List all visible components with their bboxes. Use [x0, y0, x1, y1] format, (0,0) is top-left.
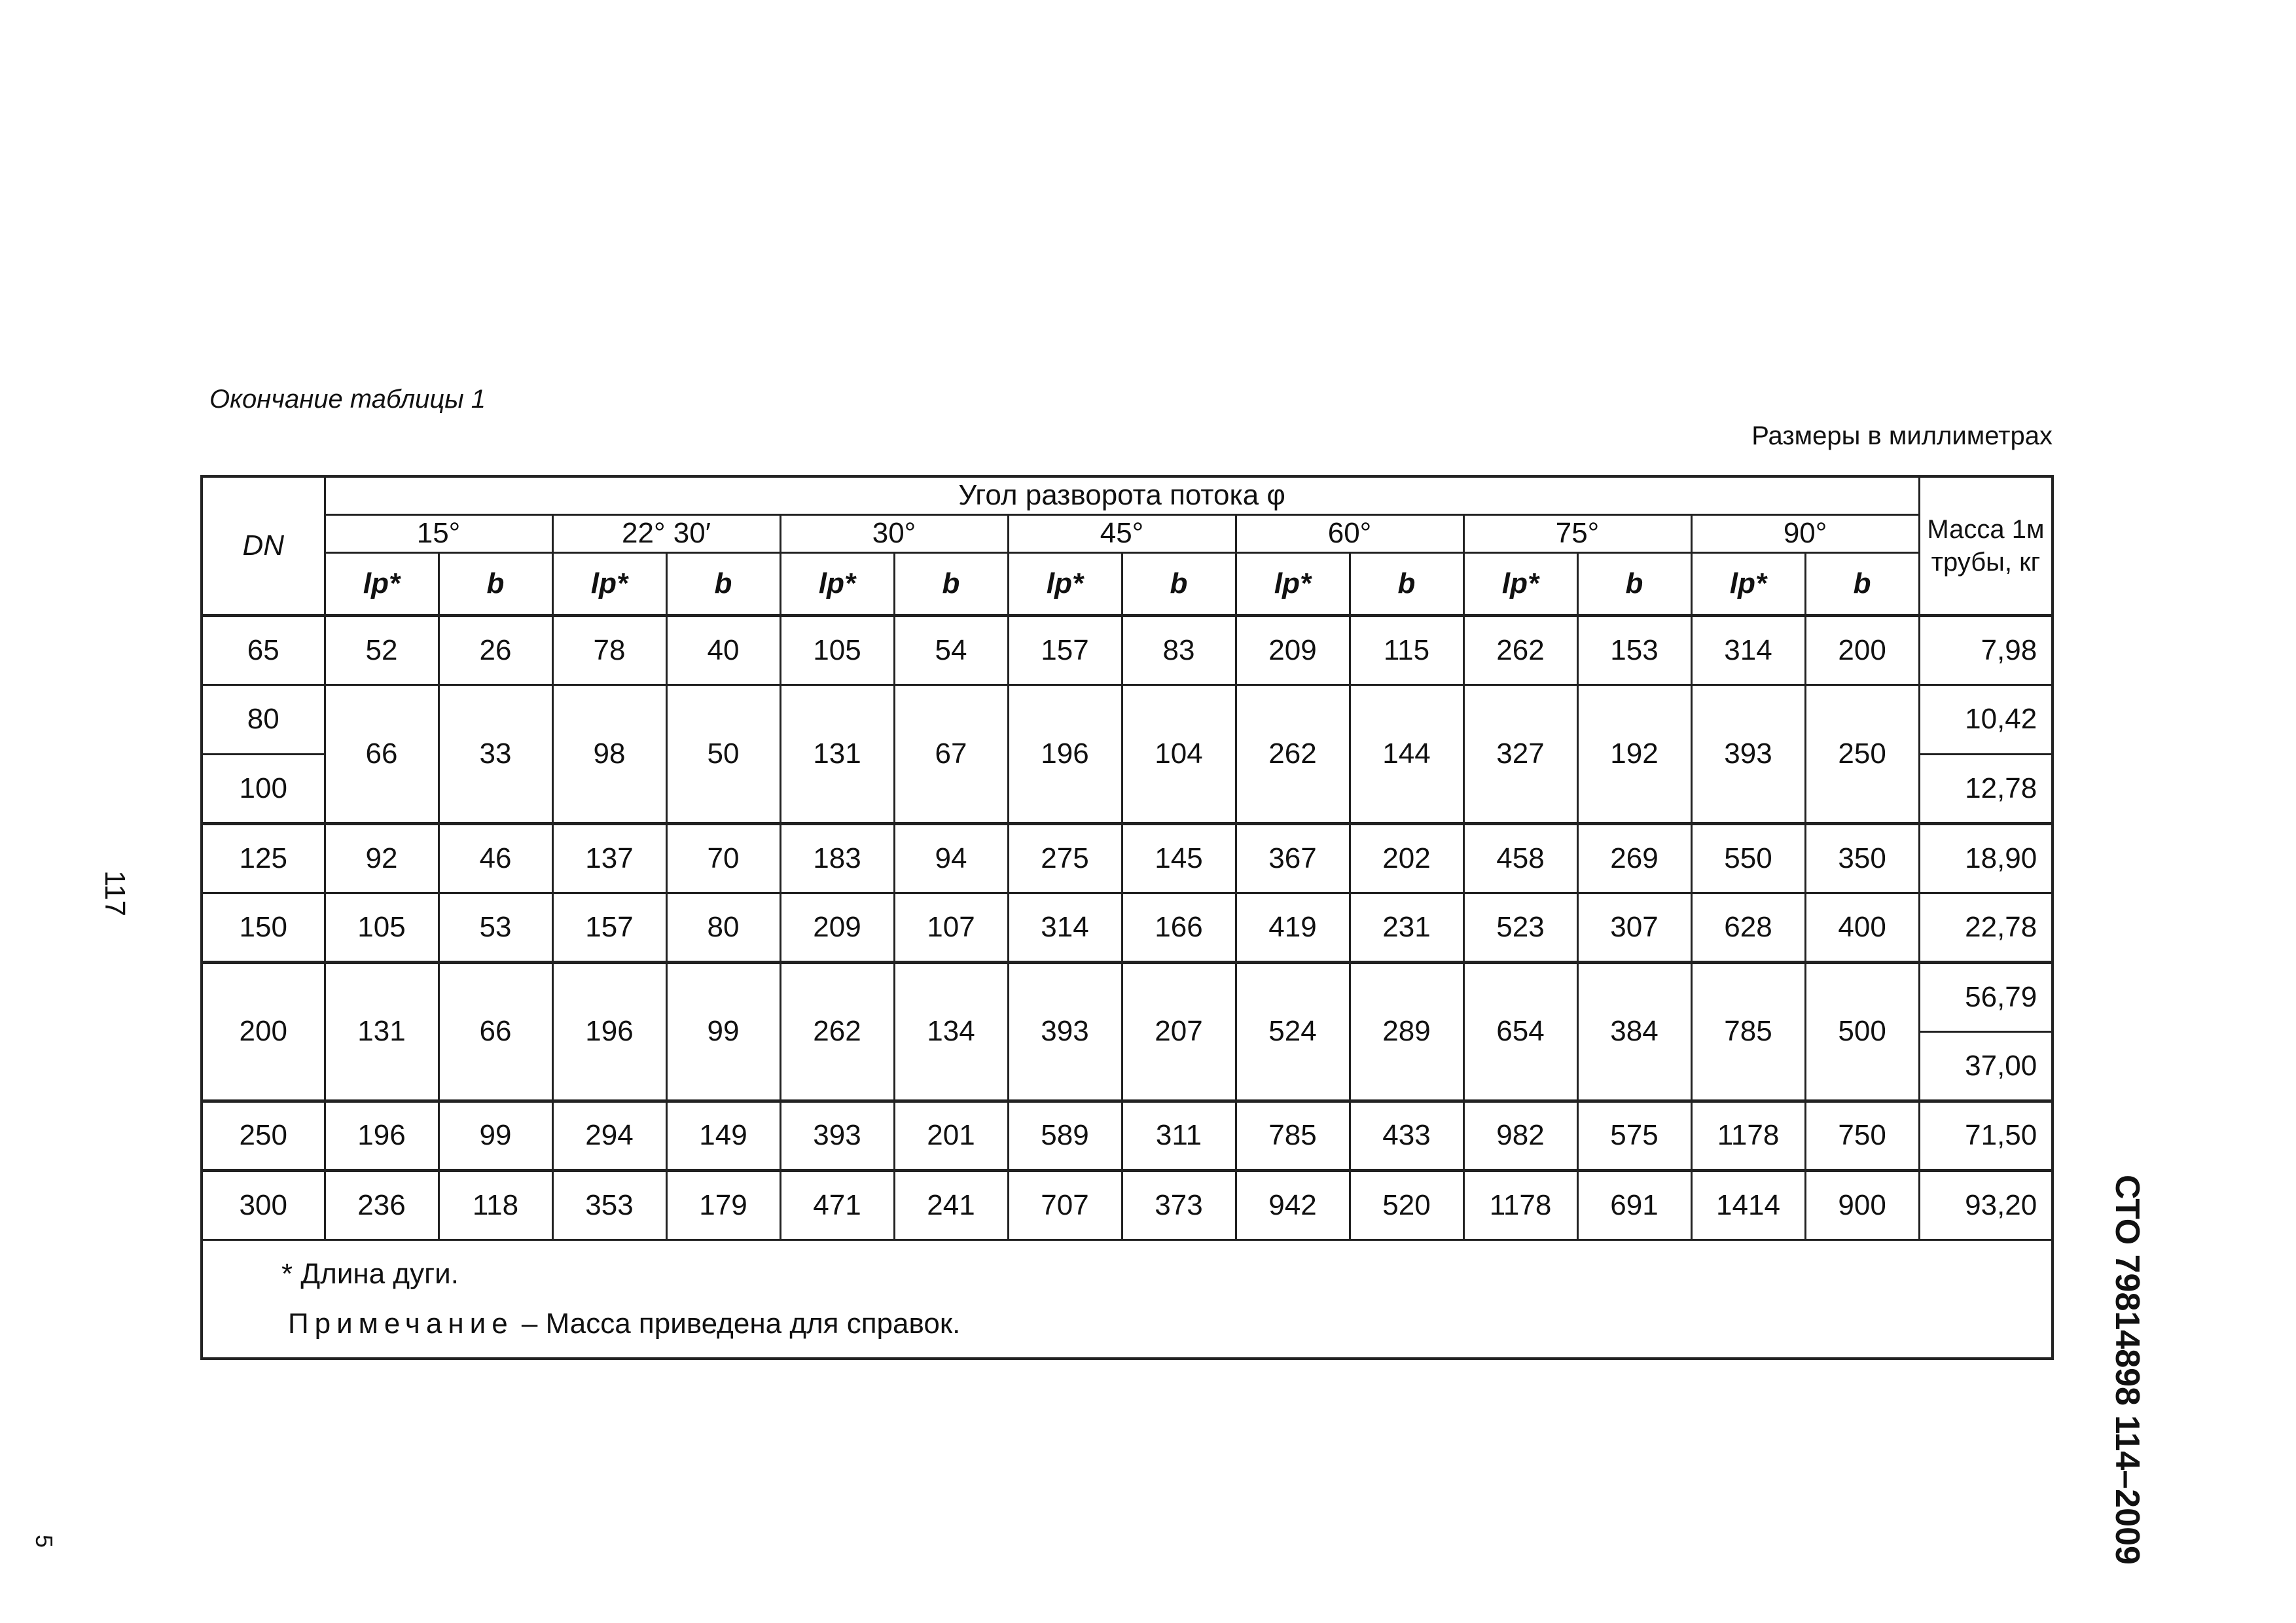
value-cell: 458	[1463, 823, 1577, 893]
dn-cell: 300	[202, 1170, 325, 1240]
value-cell: 275	[1008, 823, 1122, 893]
value-cell: 118	[439, 1170, 552, 1240]
value-cell: 393	[780, 1101, 894, 1170]
value-cell: 144	[1350, 685, 1463, 823]
value-cell: 419	[1236, 893, 1350, 962]
dn-cell: 65	[202, 615, 325, 685]
lp-header: lp*	[780, 552, 894, 615]
value-cell: 78	[552, 615, 666, 685]
value-cell: 83	[1122, 615, 1236, 685]
value-cell: 400	[1805, 893, 1919, 962]
page-number-bottom: 5	[31, 1535, 58, 1548]
table-row	[202, 893, 2053, 962]
lp-header: lp*	[552, 552, 666, 615]
remark-note	[281, 1308, 2051, 1340]
angle-75: 75°	[1463, 514, 1691, 552]
value-cell: 104	[1122, 685, 1236, 823]
value-cell: 523	[1463, 893, 1577, 962]
value-cell: 982	[1463, 1101, 1577, 1170]
value-cell: 80	[666, 893, 780, 962]
value-cell: 131	[325, 962, 439, 1101]
value-cell: 433	[1350, 1101, 1463, 1170]
value-cell: 520	[1350, 1170, 1463, 1240]
angle-45: 45°	[1008, 514, 1236, 552]
lp-header: lp*	[1463, 552, 1577, 615]
value-cell: 393	[1008, 962, 1122, 1101]
value-cell: 314	[1008, 893, 1122, 962]
value-cell: 311	[1122, 1101, 1236, 1170]
value-cell: 196	[325, 1101, 439, 1170]
value-cell: 785	[1236, 1101, 1350, 1170]
value-cell: 94	[894, 823, 1008, 893]
lp-header: lp*	[325, 552, 439, 615]
value-cell: 550	[1691, 823, 1805, 893]
value-cell: 54	[894, 615, 1008, 685]
value-cell: 196	[552, 962, 666, 1101]
value-cell: 105	[325, 893, 439, 962]
value-cell: 471	[780, 1170, 894, 1240]
lp-header: lp*	[1008, 552, 1122, 615]
dn-cell: 150	[202, 893, 325, 962]
value-cell: 589	[1008, 1101, 1122, 1170]
mass-cell: 10,42	[1919, 685, 2053, 754]
value-cell: 115	[1350, 615, 1463, 685]
angle-22-30: 22° 30′	[552, 514, 780, 552]
value-cell: 70	[666, 823, 780, 893]
value-cell: 575	[1577, 1101, 1691, 1170]
dn-header: DN	[202, 476, 325, 615]
value-cell: 66	[439, 962, 552, 1101]
value-cell: 200	[1805, 615, 1919, 685]
value-cell: 99	[439, 1101, 552, 1170]
mass-cell: 18,90	[1919, 823, 2053, 893]
header-row-angles	[202, 514, 2053, 552]
value-cell: 785	[1691, 962, 1805, 1101]
dn-cell: 125	[202, 823, 325, 893]
value-cell: 149	[666, 1101, 780, 1170]
data-table	[200, 475, 2054, 1360]
mass-cell: 93,20	[1919, 1170, 2053, 1240]
value-cell: 153	[1577, 615, 1691, 685]
b-header: b	[439, 552, 552, 615]
table-row	[202, 962, 2053, 1031]
value-cell: 137	[552, 823, 666, 893]
mass-cell: 22,78	[1919, 893, 2053, 962]
value-cell: 98	[552, 685, 666, 823]
dn-cell: 100	[202, 754, 325, 823]
table-row	[202, 1101, 2053, 1170]
notes-row	[202, 1240, 2053, 1359]
value-cell: 1178	[1463, 1170, 1577, 1240]
value-cell: 900	[1805, 1170, 1919, 1240]
angle-15: 15°	[325, 514, 552, 552]
value-cell: 353	[552, 1170, 666, 1240]
table-row	[202, 823, 2053, 893]
value-cell: 107	[894, 893, 1008, 962]
value-cell: 373	[1122, 1170, 1236, 1240]
angle-header: Угол разворота потока φ	[325, 476, 1919, 514]
value-cell: 157	[1008, 615, 1122, 685]
value-cell: 628	[1691, 893, 1805, 962]
mass-header: Масса 1м трубы, кг	[1919, 476, 2053, 615]
value-cell: 145	[1122, 823, 1236, 893]
value-cell: 384	[1577, 962, 1691, 1101]
value-cell: 134	[894, 962, 1008, 1101]
value-cell: 691	[1577, 1170, 1691, 1240]
angle-90: 90°	[1691, 514, 1919, 552]
value-cell: 99	[666, 962, 780, 1101]
value-cell: 289	[1350, 962, 1463, 1101]
remark-text: – Масса приведена для справок.	[513, 1307, 961, 1340]
value-cell: 500	[1805, 962, 1919, 1101]
value-cell: 524	[1236, 962, 1350, 1101]
lp-header: lp*	[1236, 552, 1350, 615]
b-header: b	[1577, 552, 1691, 615]
value-cell: 250	[1805, 685, 1919, 823]
value-cell: 1414	[1691, 1170, 1805, 1240]
mass-cell: 56,79	[1919, 962, 2053, 1031]
asterisk-note: * Длина дуги.	[281, 1257, 459, 1290]
value-cell: 46	[439, 823, 552, 893]
value-cell: 52	[325, 615, 439, 685]
value-cell: 262	[780, 962, 894, 1101]
dn-cell: 250	[202, 1101, 325, 1170]
value-cell: 327	[1463, 685, 1577, 823]
value-cell: 207	[1122, 962, 1236, 1101]
b-header: b	[894, 552, 1008, 615]
value-cell: 367	[1236, 823, 1350, 893]
table-caption: Окончание таблицы 1	[209, 385, 486, 414]
b-header: b	[666, 552, 780, 615]
value-cell: 201	[894, 1101, 1008, 1170]
lp-header: lp*	[1691, 552, 1805, 615]
value-cell: 179	[666, 1170, 780, 1240]
value-cell: 67	[894, 685, 1008, 823]
value-cell: 262	[1236, 685, 1350, 823]
value-cell: 157	[552, 893, 666, 962]
table-row	[202, 685, 2053, 754]
dn-cell: 80	[202, 685, 325, 754]
value-cell: 231	[1350, 893, 1463, 962]
value-cell: 50	[666, 685, 780, 823]
mass-cell: 71,50	[1919, 1101, 2053, 1170]
value-cell: 183	[780, 823, 894, 893]
units-note: Размеры в миллиметрах	[1751, 421, 2053, 450]
header-row-vars	[202, 552, 2053, 615]
remark-label: Примечание	[288, 1307, 514, 1340]
value-cell: 105	[780, 615, 894, 685]
mass-cell: 12,78	[1919, 754, 2053, 823]
value-cell: 241	[894, 1170, 1008, 1240]
value-cell: 294	[552, 1101, 666, 1170]
value-cell: 53	[439, 893, 552, 962]
value-cell: 26	[439, 615, 552, 685]
value-cell: 1178	[1691, 1101, 1805, 1170]
mass-cell: 37,00	[1919, 1031, 2053, 1101]
dn-cell: 200	[202, 962, 325, 1101]
value-cell: 269	[1577, 823, 1691, 893]
value-cell: 33	[439, 685, 552, 823]
value-cell: 131	[780, 685, 894, 823]
value-cell: 314	[1691, 615, 1805, 685]
angle-60: 60°	[1236, 514, 1463, 552]
value-cell: 209	[1236, 615, 1350, 685]
value-cell: 654	[1463, 962, 1577, 1101]
table-row	[202, 1170, 2053, 1240]
header-row-1	[202, 476, 2053, 514]
mass-cell: 7,98	[1919, 615, 2053, 685]
value-cell: 350	[1805, 823, 1919, 893]
b-header: b	[1350, 552, 1463, 615]
value-cell: 236	[325, 1170, 439, 1240]
value-cell: 66	[325, 685, 439, 823]
value-cell: 92	[325, 823, 439, 893]
page-number-top: 117	[99, 870, 131, 917]
value-cell: 707	[1008, 1170, 1122, 1240]
angle-30: 30°	[780, 514, 1008, 552]
value-cell: 942	[1236, 1170, 1350, 1240]
standard-code: СТО 79814898 114–2009	[2108, 1175, 2146, 1565]
value-cell: 196	[1008, 685, 1122, 823]
value-cell: 393	[1691, 685, 1805, 823]
value-cell: 209	[780, 893, 894, 962]
value-cell: 202	[1350, 823, 1463, 893]
table-row	[202, 615, 2053, 685]
table-notes	[202, 1240, 2053, 1359]
b-header: b	[1122, 552, 1236, 615]
value-cell: 40	[666, 615, 780, 685]
value-cell: 307	[1577, 893, 1691, 962]
value-cell: 262	[1463, 615, 1577, 685]
b-header: b	[1805, 552, 1919, 615]
value-cell: 166	[1122, 893, 1236, 962]
value-cell: 192	[1577, 685, 1691, 823]
value-cell: 750	[1805, 1101, 1919, 1170]
